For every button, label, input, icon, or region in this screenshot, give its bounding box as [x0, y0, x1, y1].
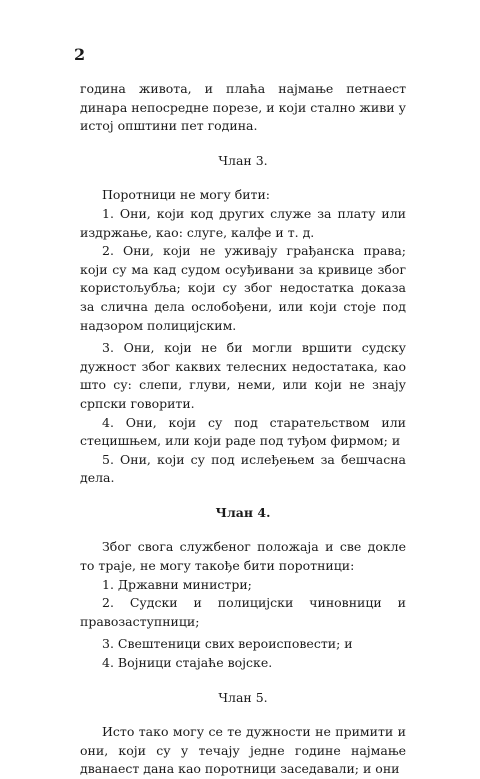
page-number: 2: [74, 45, 86, 64]
list-item: 3. Свештеници свих вероисповести; и: [102, 636, 353, 652]
list-item: 1. Они, који код других служе за плату или издржање, као: слуге, калфе и т. д.: [80, 205, 406, 240]
article-heading-4: Члан 4.: [215, 504, 271, 520]
paragraph-continuation: година живота, и плаћа најмање петнаест динара непосредне порезе, и који стално живи у истој општини пет година.: [80, 81, 406, 134]
document-body: [80, 80, 406, 779]
list-item: 4. Они, који су под старатељством или стецишњем, или који раде под туђом фирмом; и: [80, 414, 406, 449]
list-item: 2. Судски и полицијски чиновници и правозаступници;: [80, 595, 406, 629]
list-item: 5. Они, који су под ислеђењем за бешчасна дела.: [80, 451, 406, 486]
article-heading-5: Члан 5.: [218, 689, 268, 705]
list-item: 4. Војници стајаће војске.: [102, 655, 273, 671]
list-item: 1. Државни министри;: [102, 576, 252, 592]
paragraph-body: Исто тако могу се те дужности не примити и они, који су у течају једне године најмање дванаест дана као поротници заседавали; и они: [80, 724, 406, 777]
paragraph-intro: Поротници не могу бити:: [102, 187, 271, 203]
list-item: 3. Они, који не би могли вршити судску дужност због каквих телесних недостатака, као што су: слепи, глуви, неми, или који не знају српски говорити.: [80, 340, 406, 411]
paragraph-intro: Због свога службеног положаја и све докле то траје, не могу такође бити поротници:: [80, 539, 406, 574]
list-item: 2. Они, који не уживају грађанска права; који су ма кад судом осуђивани за кривице због користољубља; који су због недостатка доказа за слична дела ослобођени, или који стоје под надзором полицијским.: [80, 243, 406, 333]
article-heading-3: Члан 3.: [218, 152, 268, 168]
